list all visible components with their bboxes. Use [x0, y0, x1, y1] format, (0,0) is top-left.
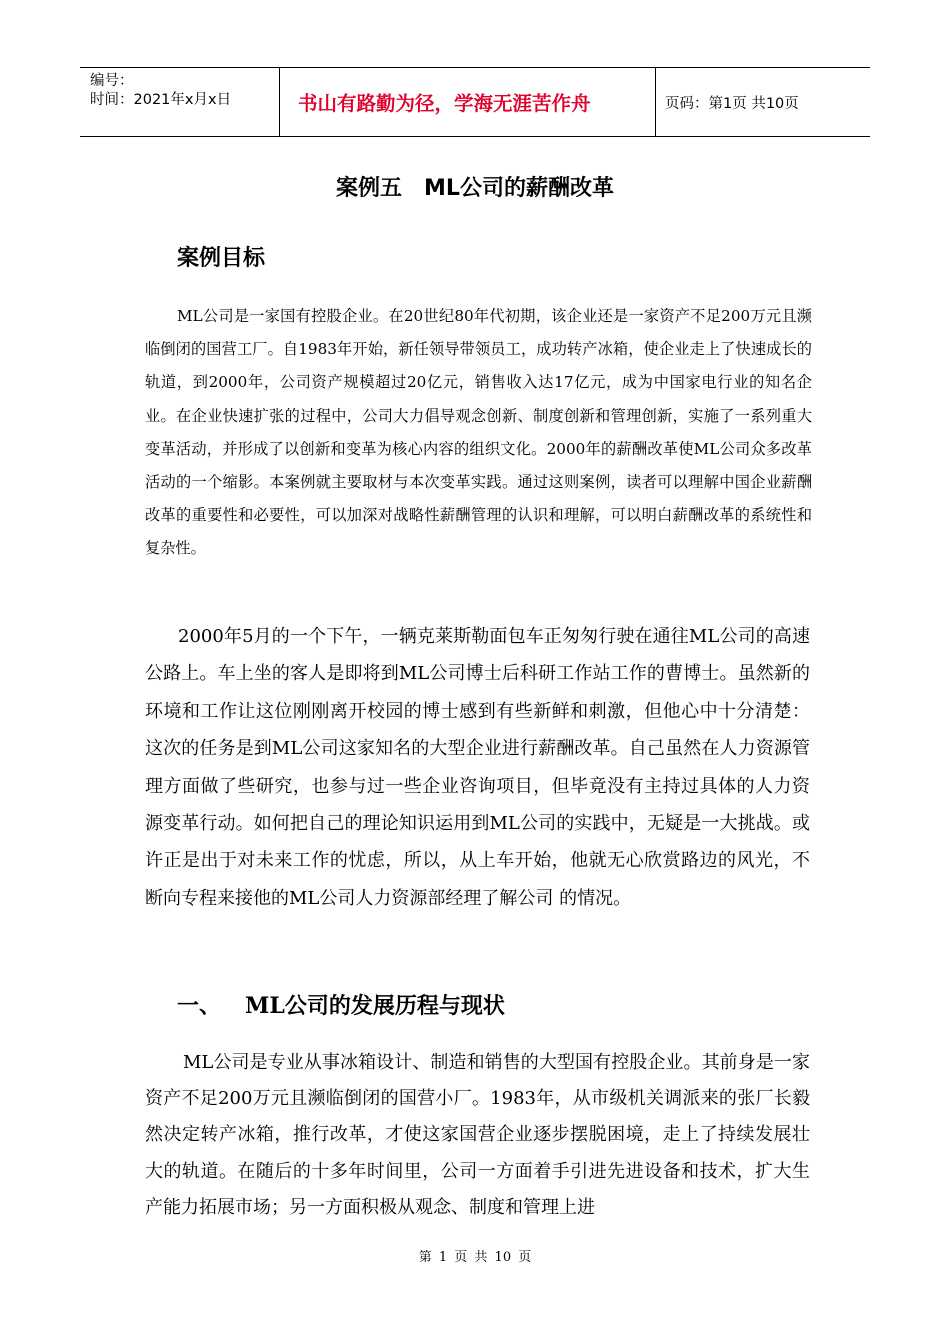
paragraph-narrative: 2000年5月的一个下午，一辆克莱斯勒面包车正匆匆行驶在通往ML公司的高速公路上。车上坐的客人是即将到ML公司博士后科研工作站工作的曹博士。虽然新的环境和工作让这位刚刚离开校园的博士感到有些新鲜和刺激，但他心中十分清楚：这次的任务是到ML公司这家知名的大型企业进行薪酬改革。自己虽然在人力资源管理方面做了些研究，也参与过一些企业咨询项目，但毕竟没有主持过具体的人力资源变革行动。如何把自己的理论知识运用到ML公司的实践中，无疑是一大挑战。或许正是出于对未来工作的忧虑，所以，从上车开始，他就无心欣赏路边的风光，不断向专程来接他的ML公司人力资源部经理了解公司 的情况。 [145, 626, 810, 909]
header-page-cell [656, 68, 870, 136]
header-table [80, 67, 870, 137]
section-number: 一、 [177, 993, 222, 1019]
page-footer: 第 1 页 共 10 页 [418, 1250, 532, 1265]
paragraph-objectives: ML公司是一家国有控股企业。在20世纪80年代初期，该企业还是一家资产不足200万元且濒临倒闭的国营工厂。自1983年开始，新任领导带领员工，成功转产冰箱，使企业走上了快速成长的轨道，到2000年，公司资产规模超过20亿元，销售收入达17亿元，成为中国家电行业的知名企业。在企业快速扩张的过程中，公司大力倡导观念创新、制度创新和管理创新，实施了一系列重大变革活动，并形成了以创新和变革为核心内容的组织文化。2000年的薪酬改革使ML公司众多改革活动的一个缩影。本案例就主要取材与本次变革实践。通过这则案例，读者可以理解中国企业薪酬改革的重要性和必要性，可以加深对战略性薪酬管理的认识和理解，可以明白薪酬改革的系统性和复杂性。 [145, 307, 812, 558]
section-heading-history [177, 989, 505, 1020]
header-motto-cell [280, 68, 656, 136]
header-page-label: 页码：第1页 共10页 [665, 95, 799, 112]
header-info-cell [80, 68, 280, 136]
section-heading-objectives: 案例目标 [177, 246, 266, 271]
document-date-label: 时间：2021年x月x日 [90, 92, 232, 108]
section-title: ML公司的发展历程与现状 [245, 993, 505, 1019]
paragraph-history: ML公司是专业从事冰箱设计、制造和销售的大型国有控股企业。其前身是一家资产不足200万元且濒临倒闭的国营小厂。1983年，从市级机关调派来的张厂长毅然决定转产冰箱，推行改革，才使这家国营企业逐步摆脱困境，走上了持续发展壮大的轨道。在随后的十多年时间里，公司一方面着手引进先进设备和技术，扩大生产能力拓展市场；另一方面积极从观念、制度和管理上进 [145, 1052, 810, 1218]
document-number-label: 编号： [90, 73, 134, 89]
header-motto: 书山有路勤为径，学海无涯苦作舟 [298, 92, 591, 115]
document-title: 案例五 ML公司的薪酬改革 [336, 176, 614, 201]
